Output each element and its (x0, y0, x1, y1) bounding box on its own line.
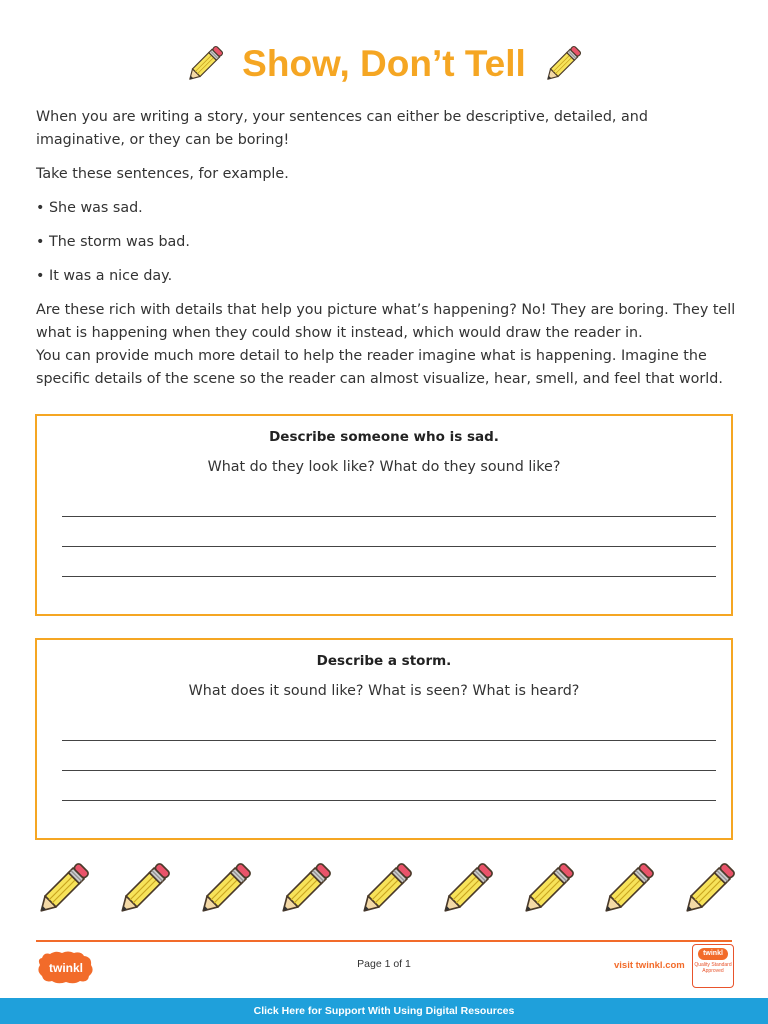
writing-line (62, 770, 716, 771)
pencil-icon (30, 856, 96, 922)
writing-line (62, 546, 716, 547)
pencil-icon (182, 39, 228, 89)
logo-text: twinkl (48, 961, 84, 975)
support-link[interactable]: Click Here for Support With Using Digital Resources (0, 998, 768, 1024)
quality-seal (692, 944, 734, 988)
box-question: What do they look like? What do they sound like? (207, 459, 561, 475)
pencil-border (30, 856, 742, 922)
box-question: What does it sound like? What is seen? What is heard? (188, 683, 580, 699)
writing-line (62, 576, 716, 577)
example-bullet: • The storm was bad. (36, 234, 190, 250)
writing-box-sad (35, 414, 733, 616)
pencil-icon (515, 856, 581, 922)
intro-paragraph: When you are writing a story, your sentences can either be descriptive, detailed, and imaginative, or they can be boring! (36, 109, 648, 148)
pencil-icon (540, 39, 586, 89)
intro-paragraph: Take these sentences, for example. (36, 166, 289, 182)
example-bullet: • She was sad. (36, 200, 143, 216)
seal-logo: twinkl (698, 948, 728, 960)
pencil-icon (353, 856, 419, 922)
page-title: Show, Don’t Tell (242, 43, 526, 84)
seal-text: Quality Standard Approved (694, 962, 732, 974)
pencil-icon (434, 856, 500, 922)
pencil-icon (676, 856, 742, 922)
intro-paragraph: You can provide much more detail to help the reader imagine what is happening. Imagine the specific details of the scene so the reader can almost visualize, hear, smell, and feel that world. (36, 348, 723, 387)
box-heading: Describe a storm. (316, 653, 452, 669)
visit-link[interactable]: visit twinkl.com (614, 960, 685, 971)
box-heading: Describe someone who is sad. (269, 429, 499, 445)
intro-paragraph: Are these rich with details that help you picture what’s happening? No! They are boring. They tell what is happening when they could show it instead, which would draw the reader in. (36, 302, 736, 341)
writing-box-storm (35, 638, 733, 840)
pencil-icon (111, 856, 177, 922)
example-bullet: • It was a nice day. (36, 268, 173, 284)
writing-line (62, 740, 716, 741)
title-row (0, 36, 768, 92)
footer-divider (36, 940, 732, 942)
writing-lines (62, 740, 716, 830)
writing-lines (62, 516, 716, 606)
writing-line (62, 800, 716, 801)
writing-line (62, 516, 716, 517)
pencil-icon (595, 856, 661, 922)
intro-text (36, 106, 736, 402)
page-number: Page 1 of 1 (357, 958, 411, 970)
pencil-icon (192, 856, 258, 922)
pencil-icon (272, 856, 338, 922)
